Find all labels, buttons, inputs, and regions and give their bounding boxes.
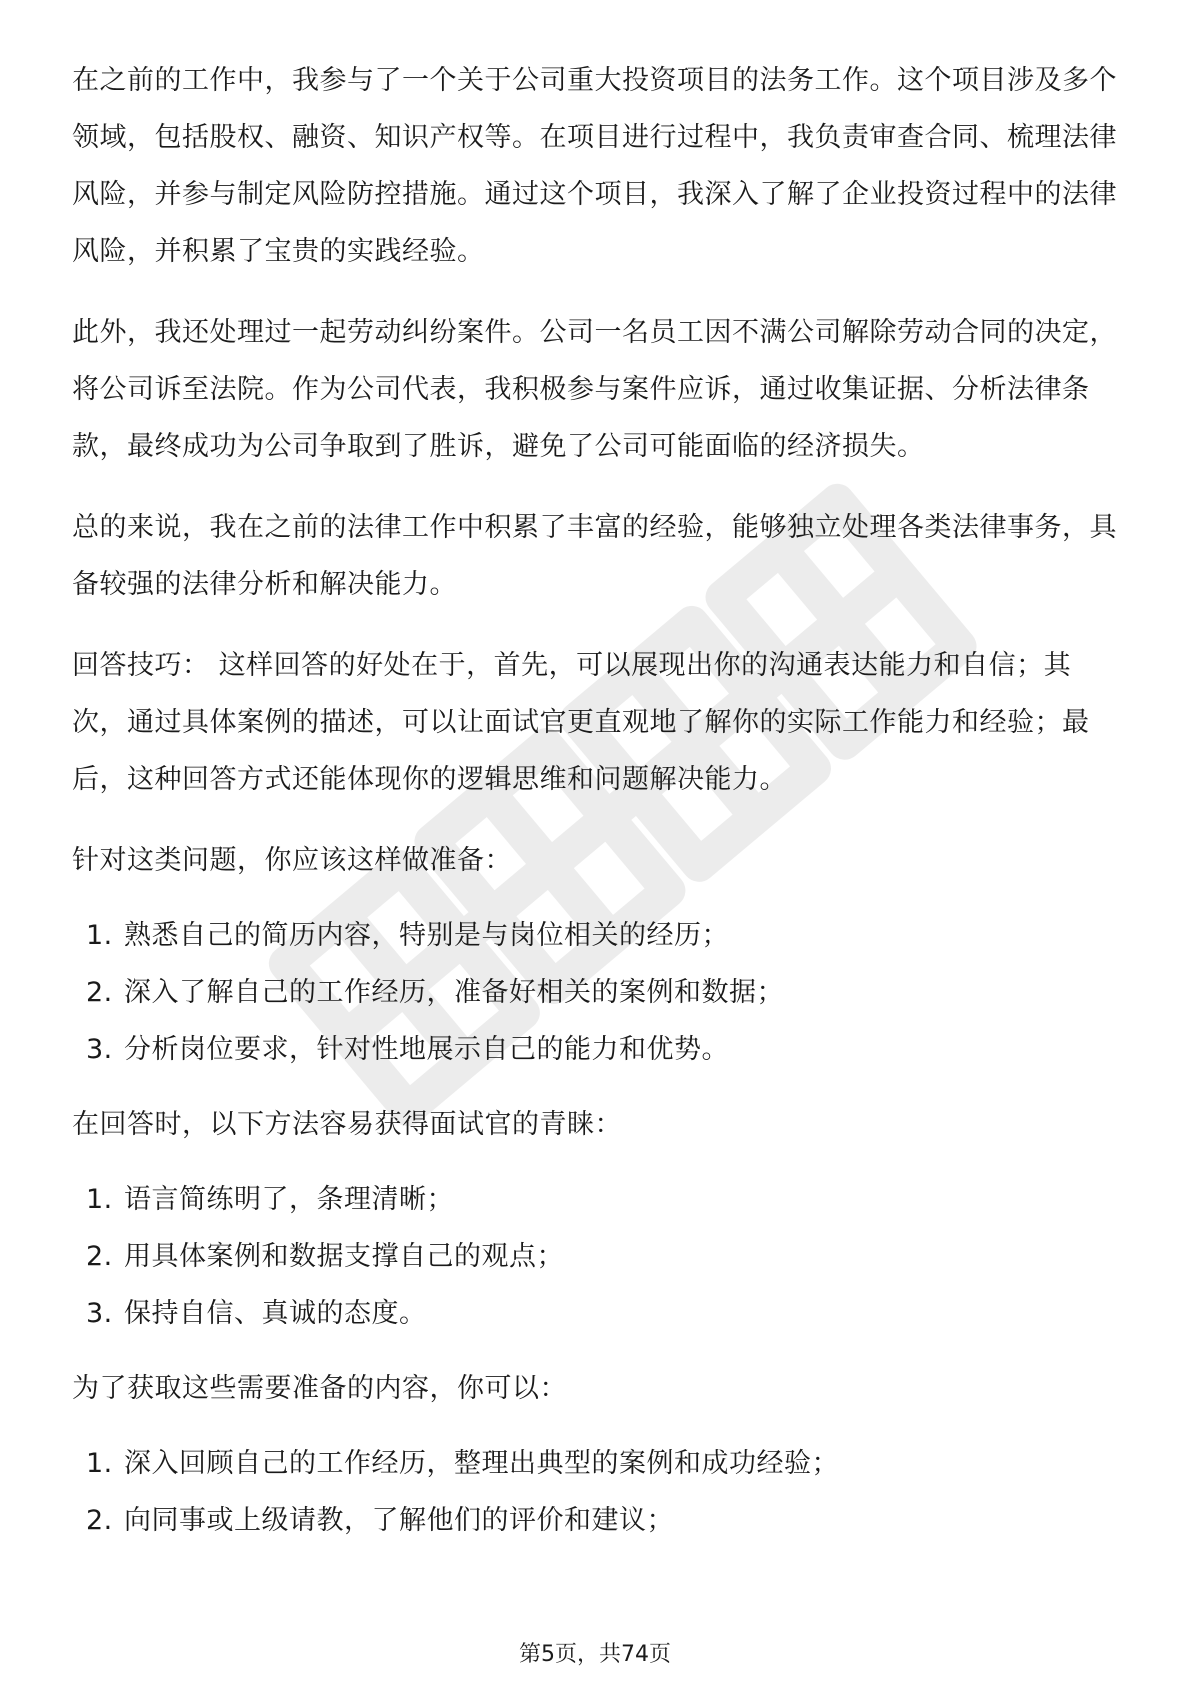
list-number: 2.	[86, 1505, 113, 1536]
section-answer-list	[72, 1171, 1122, 1342]
list-number: 1.	[86, 920, 113, 951]
document-body	[72, 52, 1122, 1567]
list-item	[72, 1021, 1122, 1078]
list-item-text: 用具体案例和数据支撑自己的观点；	[124, 1241, 564, 1272]
list-number: 3.	[86, 1298, 113, 1329]
section-prepare-list	[72, 907, 1122, 1078]
list-item	[72, 1285, 1122, 1342]
section-prepare-intro: 针对这类问题，你应该这样做准备：	[72, 845, 512, 876]
list-number: 1.	[86, 1184, 113, 1215]
page-number: 第5页，共74页	[519, 1642, 671, 1667]
list-item	[72, 1492, 1122, 1549]
list-item	[72, 964, 1122, 1021]
list-item-text: 保持自信、真诚的态度。	[124, 1298, 427, 1329]
section-answer-intro: 在回答时，以下方法容易获得面试官的青睐：	[72, 1109, 622, 1140]
list-number: 3.	[86, 1034, 113, 1065]
list-item-text: 分析岗位要求，针对性地展示自己的能力和优势。	[124, 1034, 729, 1065]
section-obtain-intro: 为了获取这些需要准备的内容，你可以：	[72, 1373, 567, 1404]
list-item-text: 向同事或上级请教，了解他们的评价和建议；	[124, 1505, 674, 1536]
list-item	[72, 1228, 1122, 1285]
list-item	[72, 1171, 1122, 1228]
paragraph-summary: 总的来说，我在之前的法律工作中积累了丰富的经验，能够独立处理各类法律事务，具备较强的法律分析和解决能力。	[72, 512, 1117, 600]
list-item-text: 深入了解自己的工作经历，准备好相关的案例和数据；	[124, 977, 784, 1008]
paragraph-answer-tips: 回答技巧： 这样回答的好处在于，首先，可以展现出你的沟通表达能力和自信；其次，通过具体案例的描述，可以让面试官更直观地了解你的实际工作能力和经验；最后，这种回答方式还能体现你的逻辑思维和问题解决能力。	[72, 650, 1090, 795]
list-item-text: 熟悉自己的简历内容，特别是与岗位相关的经历；	[124, 920, 729, 951]
list-item	[72, 1435, 1122, 1492]
list-number: 2.	[86, 977, 113, 1008]
paragraph-labor-dispute: 此外，我还处理过一起劳动纠纷案件。公司一名员工因不满公司解除劳动合同的决定，将公司诉至法院。作为公司代表，我积极参与案件应诉，通过收集证据、分析法律条款，最终成功为公司争取到了胜诉，避免了公司可能面临的经济损失。	[72, 317, 1117, 462]
list-number: 2.	[86, 1241, 113, 1272]
list-item-text: 语言简练明了，条理清晰；	[124, 1184, 454, 1215]
section-obtain-list	[72, 1435, 1122, 1549]
list-number: 1.	[86, 1448, 113, 1479]
paragraph-project-experience: 在之前的工作中，我参与了一个关于公司重大投资项目的法务工作。这个项目涉及多个领域，包括股权、融资、知识产权等。在项目进行过程中，我负责审查合同、梳理法律风险，并参与制定风险防控措施。通过这个项目，我深入了解了企业投资过程中的法律风险，并积累了宝贵的实践经验。	[72, 65, 1117, 267]
list-item	[72, 907, 1122, 964]
list-item-text: 深入回顾自己的工作经历，整理出典型的案例和成功经验；	[124, 1448, 839, 1479]
